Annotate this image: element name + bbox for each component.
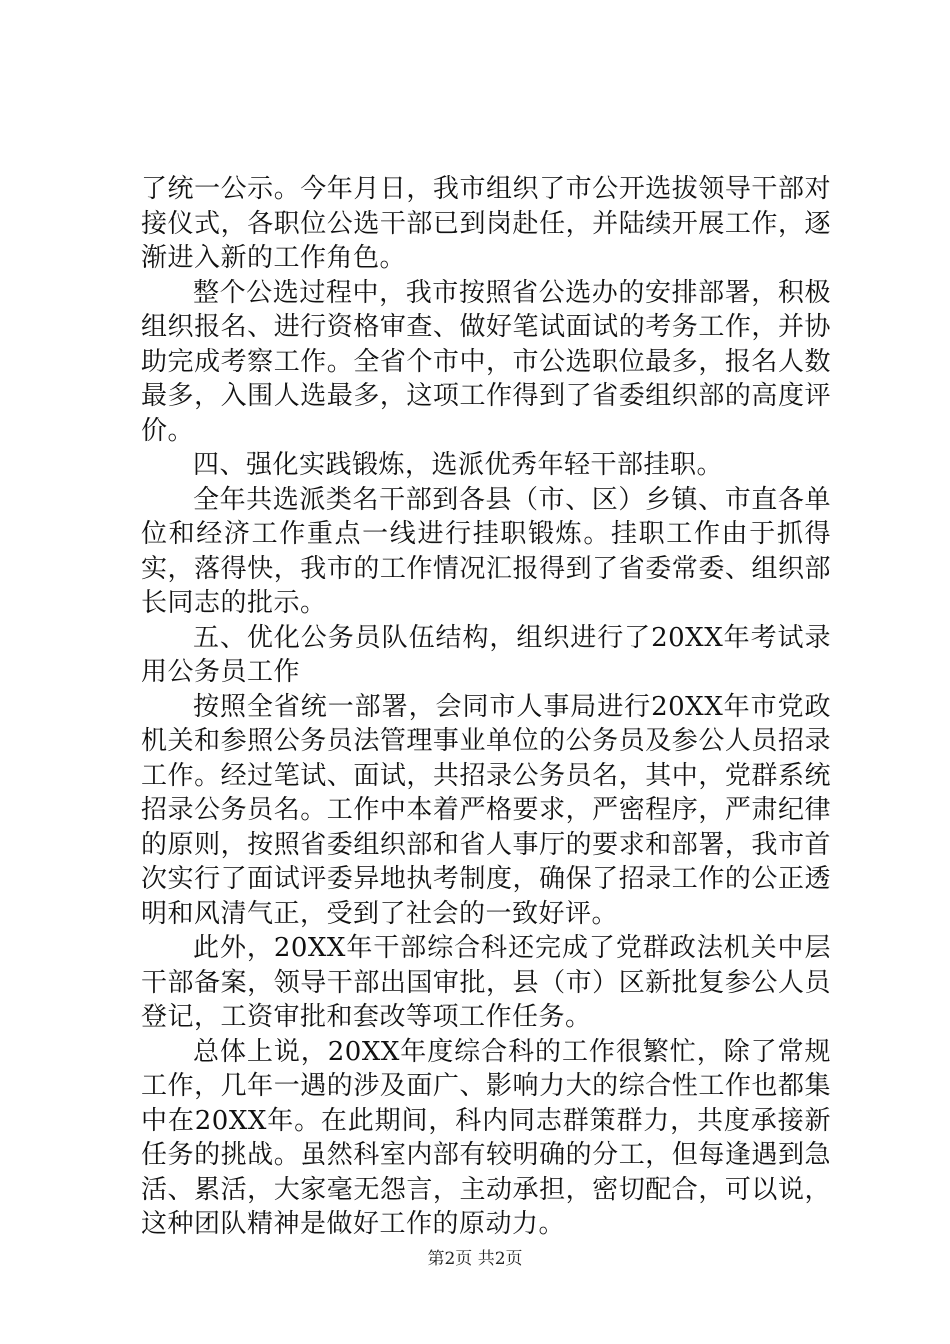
paragraph-civil-service-recruitment: 按照全省统一部署，会同市人事局进行20XX年市党政机关和参照公务员法管理事业单位的公务员及参公人员招录工作。经过笔试、面试，共招录公务员名，其中，党群系统招录公务员名。工作中本着严格要求，严密程序，严肃纪律的原则，按照省委组织部和省人事厅的要求和部署，我市首次实行了面试评委异地执考制度，确保了招录工作的公正透明和风清气正，受到了社会的一致好评。 [141, 691, 831, 929]
paragraph-public-selection-process: 整个公选过程中，我市按照省公选办的安排部署，积极组织报名、进行资格审查、做好笔试面试的考务工作，并协助完成考察工作。全省个市中，市公选职位最多，报名人数最多，入围人选最多，这项工作得到了省委组织部的高度评价。 [141, 277, 831, 446]
paragraph-secondment: 全年共选派类名干部到各县（市、区）乡镇、市直各单位和经济工作重点一线进行挂职锻炼。挂职工作由于抓得实，落得快，我市的工作情况汇报得到了省委常委、组织部长同志的批示。 [141, 484, 831, 618]
paragraph-summary: 总体上说，20XX年度综合科的工作很繁忙，除了常规工作，几年一遇的涉及面广、影响力大的综合性工作也都集中在20XX年。在此期间，科内同志群策群力，共度承接新任务的挑战。虽然科室内部有较明确的分工，但每逢遇到急活、累活，大家毫无怨言，主动承担，密切配合，可以说，这种团队精神是做好工作的原动力。 [141, 1036, 831, 1239]
paragraph-additional-tasks: 此外，20XX年干部综合科还完成了党群政法机关中层干部备案，领导干部出国审批，县（市）区新批复参公人员登记，工资审批和套改等项工作任务。 [141, 933, 831, 1032]
page-footer: 第2页 共2页 [427, 1249, 523, 1269]
section-heading-four: 四、强化实践锻炼，选派优秀年轻干部挂职。 [193, 450, 724, 480]
document-body [141, 172, 831, 1242]
section-heading-five: 五、优化公务员队伍结构，组织进行了20XX年考试录用公务员工作 [141, 622, 831, 687]
paragraph-continuation: 了统一公示。今年月日，我市组织了市公开选拔领导干部对接仪式，各职位公选干部已到岗赴任，并陆续开展工作，逐渐进入新的工作角色。 [141, 174, 831, 273]
